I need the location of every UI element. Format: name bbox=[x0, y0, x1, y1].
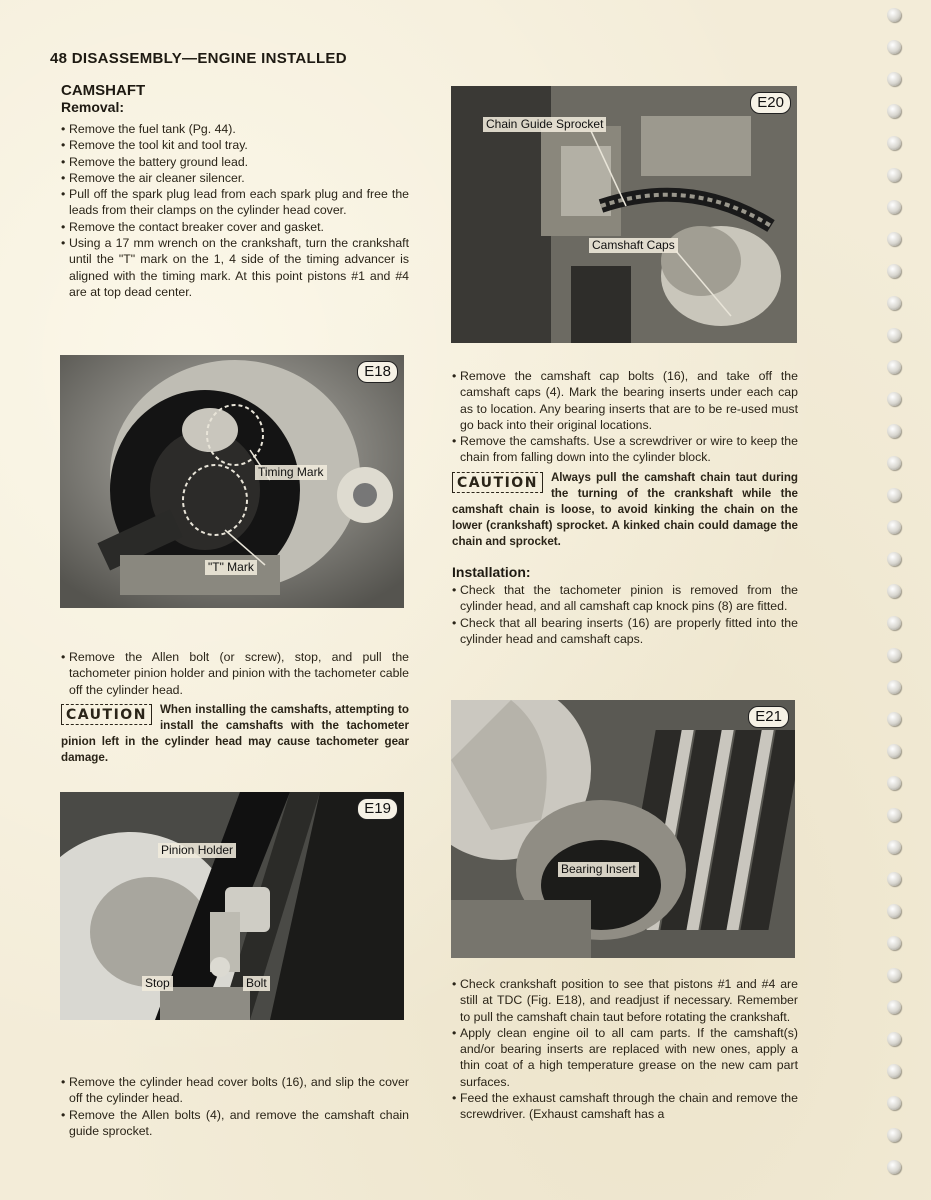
binder-hole bbox=[887, 616, 901, 630]
figure-e21-label: E21 bbox=[748, 706, 789, 728]
binder-hole bbox=[887, 392, 901, 406]
step-text: Check crankshaft position to see that pistons #1 and #4 are still at TDC (Fig. E18), and readjust if necessary. Remember to pull the camshaft chain taut before rotating the crankshaft. bbox=[460, 977, 798, 1024]
step-item bbox=[452, 1090, 798, 1123]
step-item bbox=[452, 368, 798, 433]
callout-chain-guide-sprocket: Chain Guide Sprocket bbox=[483, 117, 606, 132]
bullet-icon: • bbox=[452, 1025, 457, 1040]
removal-steps-block bbox=[61, 121, 409, 300]
removal-heading: Removal: bbox=[61, 99, 125, 115]
figure-e19-label: E19 bbox=[357, 798, 398, 820]
bullet-icon: • bbox=[452, 434, 457, 449]
step-item bbox=[452, 615, 798, 648]
binder-hole bbox=[887, 712, 901, 726]
cover-removal-steps-block bbox=[61, 1074, 409, 1139]
step-text: Remove the tool kit and tool tray. bbox=[69, 138, 248, 153]
binder-hole bbox=[887, 1000, 901, 1014]
binder-hole bbox=[887, 360, 901, 374]
step-item bbox=[61, 186, 409, 219]
binder-hole bbox=[887, 136, 901, 150]
step-text: Remove the contact breaker cover and gasket. bbox=[69, 219, 324, 234]
callout-stop: Stop bbox=[142, 976, 173, 991]
bullet-icon: • bbox=[61, 122, 66, 136]
figure-e18-label: E18 bbox=[357, 361, 398, 383]
step-text: Using a 17 mm wrench on the crankshaft, turn the crankshaft until the "T" mark on the 1, 4 side of the timing advancer is aligned with the timing mark. At this point pistons #1 and #4 are at top dead center. bbox=[69, 236, 409, 299]
binder-hole bbox=[887, 104, 901, 118]
step-text: Remove the camshafts. Use a screwdriver or wire to keep the chain from falling down into the cylinder block. bbox=[460, 434, 798, 465]
callout-bolt: Bolt bbox=[243, 976, 270, 991]
bullet-icon: • bbox=[61, 154, 66, 169]
bullet-icon: • bbox=[452, 977, 457, 991]
figure-e21 bbox=[451, 700, 795, 958]
step-item bbox=[61, 235, 409, 300]
page-header: 48 DISASSEMBLY—ENGINE INSTALLED bbox=[50, 50, 347, 67]
binder-hole bbox=[887, 328, 901, 342]
bullet-icon: • bbox=[452, 1091, 457, 1106]
binder-hole bbox=[887, 744, 901, 758]
figure-e20 bbox=[451, 86, 797, 343]
section-title-text: CAMSHAFT bbox=[61, 82, 146, 99]
figure-e21-image bbox=[451, 700, 795, 958]
bullet-icon: • bbox=[61, 138, 66, 153]
caution-badge-2: CAUTION bbox=[452, 472, 543, 493]
bullet-icon: • bbox=[61, 650, 66, 664]
step-item bbox=[452, 582, 798, 615]
binder-hole bbox=[887, 840, 901, 854]
bullet-icon: • bbox=[452, 583, 457, 598]
step-item bbox=[61, 121, 409, 137]
step-item bbox=[452, 976, 798, 1025]
callout-timing-mark: Timing Mark bbox=[255, 465, 327, 480]
binder-hole bbox=[887, 968, 901, 982]
allen-bolt-steps-list bbox=[61, 649, 409, 698]
installation-steps-list bbox=[452, 582, 798, 647]
step-text: Remove the air cleaner silencer. bbox=[69, 170, 245, 185]
camshaft-cap-steps-block bbox=[452, 368, 798, 647]
binder-hole bbox=[887, 584, 901, 598]
removal-steps-list bbox=[61, 121, 409, 300]
figure-e19-image bbox=[60, 792, 404, 1020]
bullet-icon: • bbox=[61, 1107, 66, 1122]
callout-camshaft-caps: Camshaft Caps bbox=[589, 238, 678, 253]
step-item bbox=[452, 433, 798, 466]
bullet-icon: • bbox=[452, 369, 457, 383]
section-title bbox=[61, 82, 145, 115]
caution-note-1 bbox=[61, 702, 409, 766]
binder-hole bbox=[887, 936, 901, 950]
binder-hole bbox=[887, 776, 901, 790]
binder-hole bbox=[887, 648, 901, 662]
binder-hole bbox=[887, 8, 901, 22]
binder-hole bbox=[887, 232, 901, 246]
step-text: Remove the fuel tank (Pg. 44). bbox=[69, 122, 236, 136]
caution-note-2 bbox=[452, 470, 798, 550]
binder-hole bbox=[887, 168, 901, 182]
bullet-icon: • bbox=[61, 1075, 66, 1089]
step-text: Remove the camshaft cap bolts (16), and take off the camshaft caps (4). Mark the bearing inserts under each cap as to location. Any bearing inserts that are to be re-used must go back into their original locations. bbox=[460, 369, 798, 432]
step-item bbox=[61, 1074, 409, 1107]
callout-bearing-insert: Bearing Insert bbox=[558, 862, 639, 877]
binder-hole bbox=[887, 72, 901, 86]
step-item bbox=[61, 170, 409, 186]
binder-hole bbox=[887, 40, 901, 54]
binder-hole bbox=[887, 296, 901, 310]
caution-text-1: When installing the camshafts, attempting to install the camshafts with the tachometer pinion left in the cylinder head may cause tachometer gear damage. bbox=[61, 702, 409, 764]
step-item bbox=[61, 154, 409, 170]
step-text: Feed the exhaust camshaft through the chain and remove the screwdriver. (Exhaust camshaft has a bbox=[460, 1091, 798, 1122]
binder-hole bbox=[887, 808, 901, 822]
step-text: Pull off the spark plug lead from each spark plug and free the leads from their clamps on the cylinder head cover. bbox=[69, 187, 409, 218]
binder-hole bbox=[887, 1128, 901, 1142]
step-text: Remove the Allen bolt (or screw), stop, and pull the tachometer pinion holder and pinion with the tachometer cable off the cylinder head. bbox=[69, 650, 409, 697]
step-text: Remove the Allen bolts (4), and remove the camshaft chain guide sprocket. bbox=[69, 1107, 409, 1138]
binder-hole bbox=[887, 680, 901, 694]
step-text: Remove the battery ground lead. bbox=[69, 154, 249, 169]
callout-pinion-holder: Pinion Holder bbox=[158, 843, 236, 858]
figure-e18 bbox=[60, 355, 404, 608]
step-item bbox=[61, 137, 409, 153]
binder-hole bbox=[887, 520, 901, 534]
allen-bolt-steps-block bbox=[61, 649, 409, 766]
binder-hole bbox=[887, 424, 901, 438]
binder-hole bbox=[887, 1160, 901, 1174]
installation-continued-list bbox=[452, 976, 798, 1123]
installation-continued-block bbox=[452, 976, 798, 1123]
camshaft-cap-steps-list bbox=[452, 368, 798, 466]
callout-t-mark: "T" Mark bbox=[205, 560, 257, 575]
figure-e19 bbox=[60, 792, 404, 1020]
bullet-icon: • bbox=[452, 615, 457, 630]
step-item bbox=[61, 219, 409, 235]
step-item bbox=[61, 649, 409, 698]
binder-hole bbox=[887, 456, 901, 470]
step-text: Remove the cylinder head cover bolts (16), and slip the cover off the cylinder head. bbox=[69, 1075, 409, 1106]
bullet-icon: • bbox=[61, 236, 66, 251]
binder-hole bbox=[887, 552, 901, 566]
installation-heading: Installation: bbox=[452, 563, 531, 580]
caution-text-2: Always pull the camshaft chain taut during the turning of the crankshaft while the camshaft chain is loose, to avoid kinking the chain on the lower (crankshaft) sprocket. A kinked chain could damage the chain and sprocket. bbox=[452, 470, 798, 548]
binder-hole bbox=[887, 1032, 901, 1046]
bullet-icon: • bbox=[61, 219, 66, 234]
step-text: Check that the tachometer pinion is removed from the cylinder head, and all camshaft cap knock pins (8) are fitted. bbox=[460, 583, 798, 614]
figure-e20-label: E20 bbox=[750, 92, 791, 114]
step-item bbox=[452, 1025, 798, 1090]
step-item bbox=[61, 1107, 409, 1140]
binder-hole bbox=[887, 1096, 901, 1110]
binder-hole bbox=[887, 904, 901, 918]
binder-hole bbox=[887, 200, 901, 214]
binder-hole bbox=[887, 488, 901, 502]
binder-hole bbox=[887, 264, 901, 278]
caution-badge-1: CAUTION bbox=[61, 704, 152, 725]
bullet-icon: • bbox=[61, 170, 66, 185]
step-text: Apply clean engine oil to all cam parts. If the camshaft(s) and/or bearing inserts are replaced with new ones, apply a thin coat of a high temperature grease on the new cam part surfaces. bbox=[460, 1025, 798, 1089]
cover-removal-steps-list bbox=[61, 1074, 409, 1139]
bullet-icon: • bbox=[61, 187, 66, 202]
step-text: Check that all bearing inserts (16) are properly fitted into the cylinder head and camshaft caps. bbox=[460, 615, 798, 646]
binder-hole bbox=[887, 872, 901, 886]
binder-hole bbox=[887, 1064, 901, 1078]
